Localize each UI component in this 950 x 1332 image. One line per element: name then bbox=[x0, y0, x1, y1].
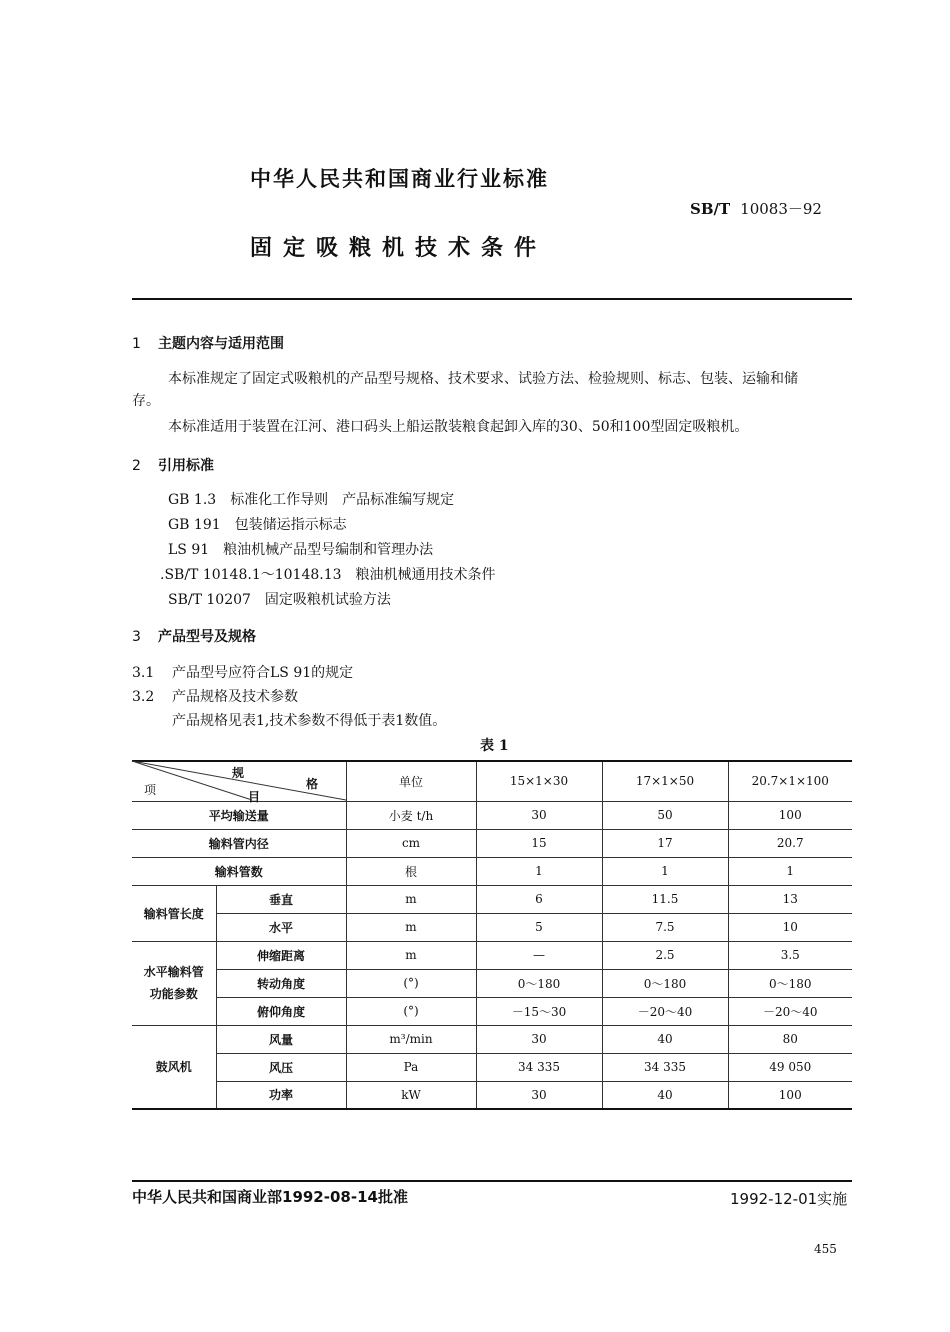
row-unit: m bbox=[346, 913, 476, 941]
section-1-paragraph-2 bbox=[132, 416, 854, 438]
reference-name: 标准化工作导则 产品标准编写规定 bbox=[230, 492, 455, 508]
diagonal-line bbox=[132, 761, 252, 800]
reference-code: SB/T 10207 bbox=[168, 592, 251, 608]
row-value: 2.5 bbox=[602, 941, 728, 969]
row-value: 6 bbox=[476, 885, 602, 913]
table-row bbox=[132, 997, 852, 1025]
row-unit: 根 bbox=[346, 857, 476, 885]
row-value: 30 bbox=[476, 1025, 602, 1053]
row-item: 伸缩距离 bbox=[216, 941, 346, 969]
group-label-line: 功能参数 bbox=[149, 987, 198, 1001]
row-unit: Pa bbox=[346, 1053, 476, 1081]
section-1-paragraph-1 bbox=[132, 368, 854, 412]
group-label bbox=[132, 941, 216, 1025]
row-unit: 小麦 t/h bbox=[346, 801, 476, 829]
reference-name: 粮油机械产品型号编制和管理办法 bbox=[223, 542, 434, 558]
standard-number bbox=[690, 198, 822, 219]
corner-label: 格 bbox=[306, 777, 319, 791]
row-value: 7.5 bbox=[602, 913, 728, 941]
row-item: 风压 bbox=[216, 1053, 346, 1081]
row-unit: (°) bbox=[346, 969, 476, 997]
table-row bbox=[132, 1053, 852, 1081]
page-number: 455 bbox=[814, 1242, 837, 1256]
row-value: 40 bbox=[602, 1025, 728, 1053]
row-value: 3.5 bbox=[728, 941, 852, 969]
row-value: 17 bbox=[602, 829, 728, 857]
corner-label: 目 bbox=[248, 790, 261, 804]
table-caption: 表 1 bbox=[480, 738, 509, 754]
reference-code: GB 1.3 bbox=[168, 492, 217, 508]
reference-item bbox=[168, 489, 454, 509]
reference-code: GB 191 bbox=[168, 517, 221, 533]
header-model: 20.7×1×100 bbox=[728, 761, 852, 801]
corner-label: 项 bbox=[144, 783, 157, 797]
group-label: 鼓风机 bbox=[132, 1025, 216, 1109]
section-title: 引用标准 bbox=[158, 458, 214, 474]
reference-item bbox=[168, 539, 433, 559]
reference-item bbox=[168, 589, 391, 609]
section-1-heading bbox=[132, 333, 284, 353]
header-model: 17×1×50 bbox=[602, 761, 728, 801]
header-unit: 单位 bbox=[346, 761, 476, 801]
table-row bbox=[132, 941, 852, 969]
row-item: 俯仰角度 bbox=[216, 997, 346, 1025]
row-unit: cm bbox=[346, 829, 476, 857]
row-item: 输料管数 bbox=[132, 857, 346, 885]
table-row bbox=[132, 857, 852, 885]
subsection-text: 产品规格及技术参数 bbox=[172, 689, 298, 705]
paragraph-line: 本标准适用于装置在江河、港口码头上船运散装粮食起卸入库的30、50和100型固定吸粮机。 bbox=[168, 419, 749, 435]
row-value: 34 335 bbox=[602, 1053, 728, 1081]
row-value: 30 bbox=[476, 1081, 602, 1109]
row-value: 11.5 bbox=[602, 885, 728, 913]
subsection-3-2 bbox=[132, 686, 298, 706]
row-value: 1 bbox=[728, 857, 852, 885]
group-label: 输料管长度 bbox=[132, 885, 216, 941]
subsection-number: 3.1 bbox=[132, 665, 155, 681]
standard-code: 10083－92 bbox=[740, 200, 822, 218]
table-row bbox=[132, 1025, 852, 1053]
row-item: 功率 bbox=[216, 1081, 346, 1109]
issuing-organization: 中华人民共和国商业行业标准 bbox=[250, 166, 549, 191]
header-rule bbox=[132, 298, 852, 300]
row-value: －20～40 bbox=[728, 997, 852, 1025]
row-item: 风量 bbox=[216, 1025, 346, 1053]
row-value: 40 bbox=[602, 1081, 728, 1109]
row-unit: m bbox=[346, 885, 476, 913]
section-3-heading bbox=[132, 626, 256, 646]
row-unit: m³/min bbox=[346, 1025, 476, 1053]
row-value: 20.7 bbox=[728, 829, 852, 857]
row-value: 1 bbox=[476, 857, 602, 885]
row-value: 100 bbox=[728, 801, 852, 829]
reference-item bbox=[168, 514, 347, 534]
row-unit: m bbox=[346, 941, 476, 969]
row-value: 50 bbox=[602, 801, 728, 829]
paragraph-line: 存。 bbox=[132, 393, 160, 409]
spec-table-container bbox=[132, 760, 852, 1110]
reference-name: 粮油机械通用技术条件 bbox=[355, 567, 496, 583]
subsection-note: 产品规格见表1,技术参数不得低于表1数值。 bbox=[172, 713, 447, 729]
row-item: 转动角度 bbox=[216, 969, 346, 997]
corner-label: 规 bbox=[232, 766, 245, 780]
row-item: 垂直 bbox=[216, 885, 346, 913]
table-row bbox=[132, 885, 852, 913]
row-value: 1 bbox=[602, 857, 728, 885]
spec-table bbox=[132, 760, 852, 1110]
table-row bbox=[132, 969, 852, 997]
standard-prefix: SB/T bbox=[690, 200, 731, 218]
section-number: 1 bbox=[132, 336, 141, 352]
reference-name: 包装储运指示标志 bbox=[234, 517, 347, 533]
row-unit: (°) bbox=[346, 997, 476, 1025]
row-item: 水平 bbox=[216, 913, 346, 941]
section-title: 主题内容与适用范围 bbox=[158, 336, 284, 352]
section-number: 3 bbox=[132, 629, 141, 645]
footer-rule bbox=[132, 1180, 852, 1182]
subsection-number: 3.2 bbox=[132, 689, 155, 705]
subsection-3-1 bbox=[132, 662, 353, 682]
row-item: 平均输送量 bbox=[132, 801, 346, 829]
subsection-text: 产品型号应符合LS 91的规定 bbox=[172, 665, 354, 681]
row-value: －20～40 bbox=[602, 997, 728, 1025]
table-row bbox=[132, 913, 852, 941]
table-row bbox=[132, 1081, 852, 1109]
reference-name: 固定吸粮机试验方法 bbox=[264, 592, 391, 608]
group-label-line: 水平输料管 bbox=[143, 965, 204, 979]
section-2-heading bbox=[132, 455, 214, 475]
reference-item bbox=[160, 564, 496, 584]
row-value: 0～180 bbox=[602, 969, 728, 997]
row-value: 30 bbox=[476, 801, 602, 829]
row-value: 15 bbox=[476, 829, 602, 857]
document-title: 固定吸粮机技术条件 bbox=[250, 235, 548, 261]
reference-code: LS 91 bbox=[168, 542, 210, 558]
row-value: 0～180 bbox=[476, 969, 602, 997]
diagonal-line bbox=[132, 761, 346, 800]
header-model: 15×1×30 bbox=[476, 761, 602, 801]
row-value: 100 bbox=[728, 1081, 852, 1109]
row-value: 34 335 bbox=[476, 1053, 602, 1081]
approval-info: 中华人民共和国商业部1992-08-14批准 bbox=[132, 1188, 408, 1206]
table-row bbox=[132, 829, 852, 857]
row-value: 49 050 bbox=[728, 1053, 852, 1081]
row-value: 80 bbox=[728, 1025, 852, 1053]
table-row bbox=[132, 801, 852, 829]
section-title: 产品型号及规格 bbox=[158, 629, 256, 645]
row-value: 13 bbox=[728, 885, 852, 913]
row-value: 0～180 bbox=[728, 969, 852, 997]
paragraph-line: 本标准规定了固定式吸粮机的产品型号规格、技术要求、试验方法、检验规则、标志、包装、运输和储 bbox=[168, 371, 798, 387]
row-unit: kW bbox=[346, 1081, 476, 1109]
row-value: 10 bbox=[728, 913, 852, 941]
header-diagonal-lines bbox=[132, 760, 346, 802]
row-item: 输料管内径 bbox=[132, 829, 346, 857]
implementation-date: 1992-12-01实施 bbox=[730, 1190, 848, 1208]
row-value: 5 bbox=[476, 913, 602, 941]
row-value: — bbox=[476, 941, 602, 969]
reference-code: .SB/T 10148.1～10148.13 bbox=[160, 567, 342, 583]
row-value: －15～30 bbox=[476, 997, 602, 1025]
section-number: 2 bbox=[132, 458, 141, 474]
